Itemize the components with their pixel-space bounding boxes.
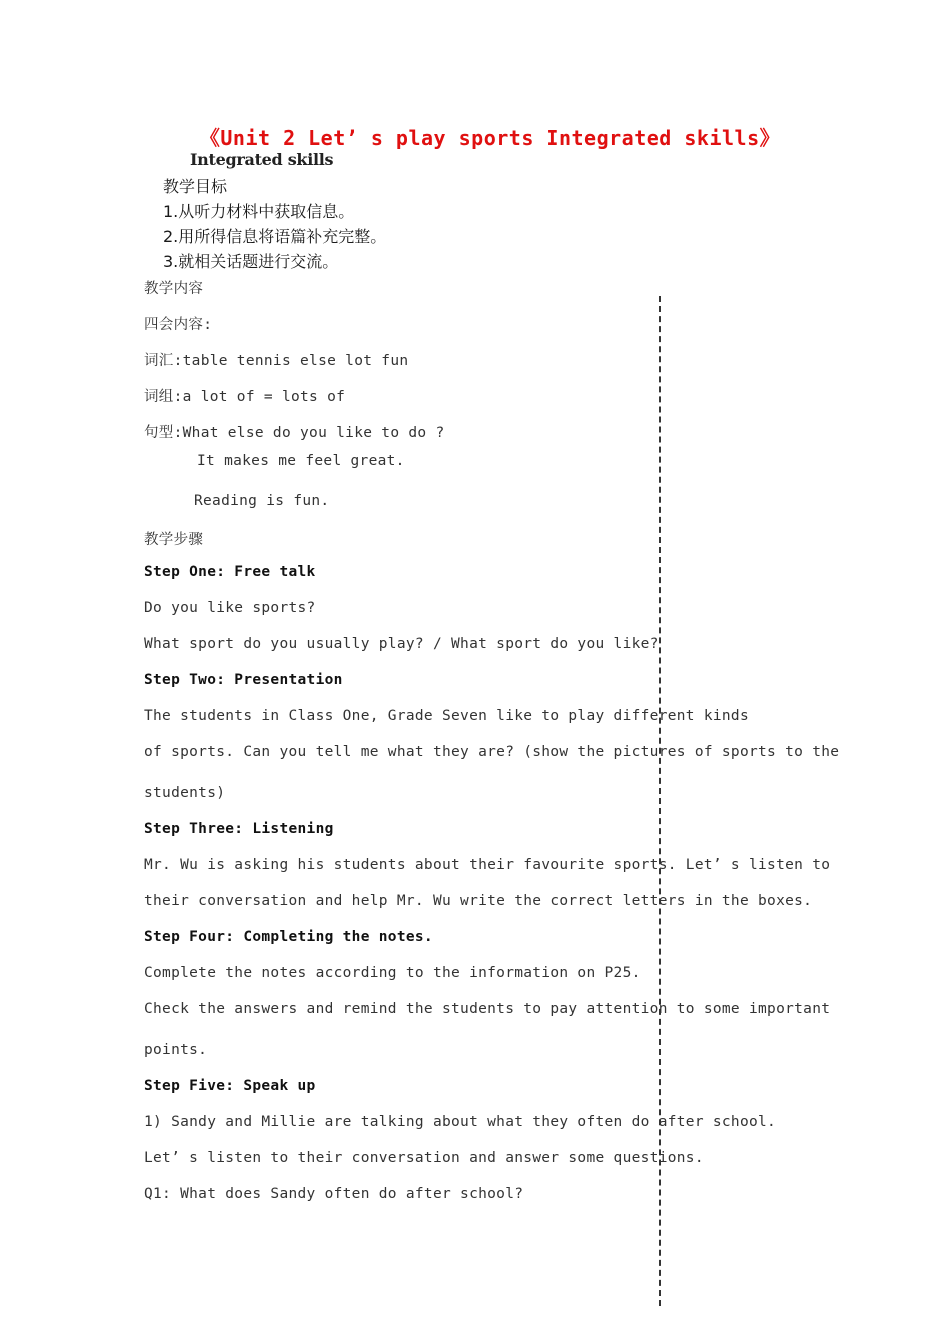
step-four-line: Complete the notes according to the information on P25.	[144, 965, 641, 981]
step-four-line: Check the answers and remind the students to pay attention to some important	[144, 1001, 831, 1017]
step-four-line: points.	[144, 1042, 208, 1058]
objectives-heading: Integrated skills	[190, 150, 334, 169]
step-three-title: Step Three: Listening	[144, 821, 334, 837]
objective-item: 2.用所得信息将语篇补充完整。	[163, 227, 387, 246]
phrases-line: 词组:a lot of = lots of	[144, 389, 346, 405]
objective-item: 3.就相关话题进行交流。	[163, 252, 339, 271]
step-one-title: Step One: Free talk	[144, 564, 316, 580]
sentence-line: Reading is fun.	[194, 493, 330, 509]
vocab-line: 词汇:table tennis else lot fun	[144, 353, 409, 369]
sentence-line: 句型:What else do you like to do ?	[144, 425, 445, 441]
document-title: 《Unit 2 Let’ s play sports Integrated skills》	[199, 126, 781, 150]
step-one-line: Do you like sports?	[144, 600, 316, 616]
step-five-line: Let’ s listen to their conversation and answer some questions.	[144, 1150, 704, 1166]
step-one-line: What sport do you usually play? / What sport do you like?	[144, 636, 659, 652]
sentence-line: It makes me feel great.	[197, 453, 405, 469]
objectives-label: 教学目标	[163, 177, 228, 196]
content-heading: 教学内容	[144, 281, 204, 297]
step-three-line: their conversation and help Mr. Wu write the correct letters in the boxes.	[144, 893, 813, 909]
content-subheading: 四会内容:	[144, 317, 213, 333]
steps-heading: 教学步骤	[144, 532, 204, 548]
step-three-line: Mr. Wu is asking his students about their favourite sports. Let’ s listen to	[144, 857, 831, 873]
step-five-line: 1) Sandy and Millie are talking about what they often do after school.	[144, 1114, 777, 1130]
step-two-title: Step Two: Presentation	[144, 672, 343, 688]
step-five-line: Q1: What does Sandy often do after school?	[144, 1186, 524, 1202]
step-four-title: Step Four: Completing the notes.	[144, 929, 433, 945]
step-two-line: of sports. Can you tell me what they are? (show the pictures of sports to the	[144, 744, 840, 760]
step-five-title: Step Five: Speak up	[144, 1078, 316, 1094]
step-two-line: students)	[144, 785, 226, 801]
step-two-line: The students in Class One, Grade Seven like to play different kinds	[144, 708, 749, 724]
objective-item: 1.从听力材料中获取信息。	[163, 202, 355, 221]
